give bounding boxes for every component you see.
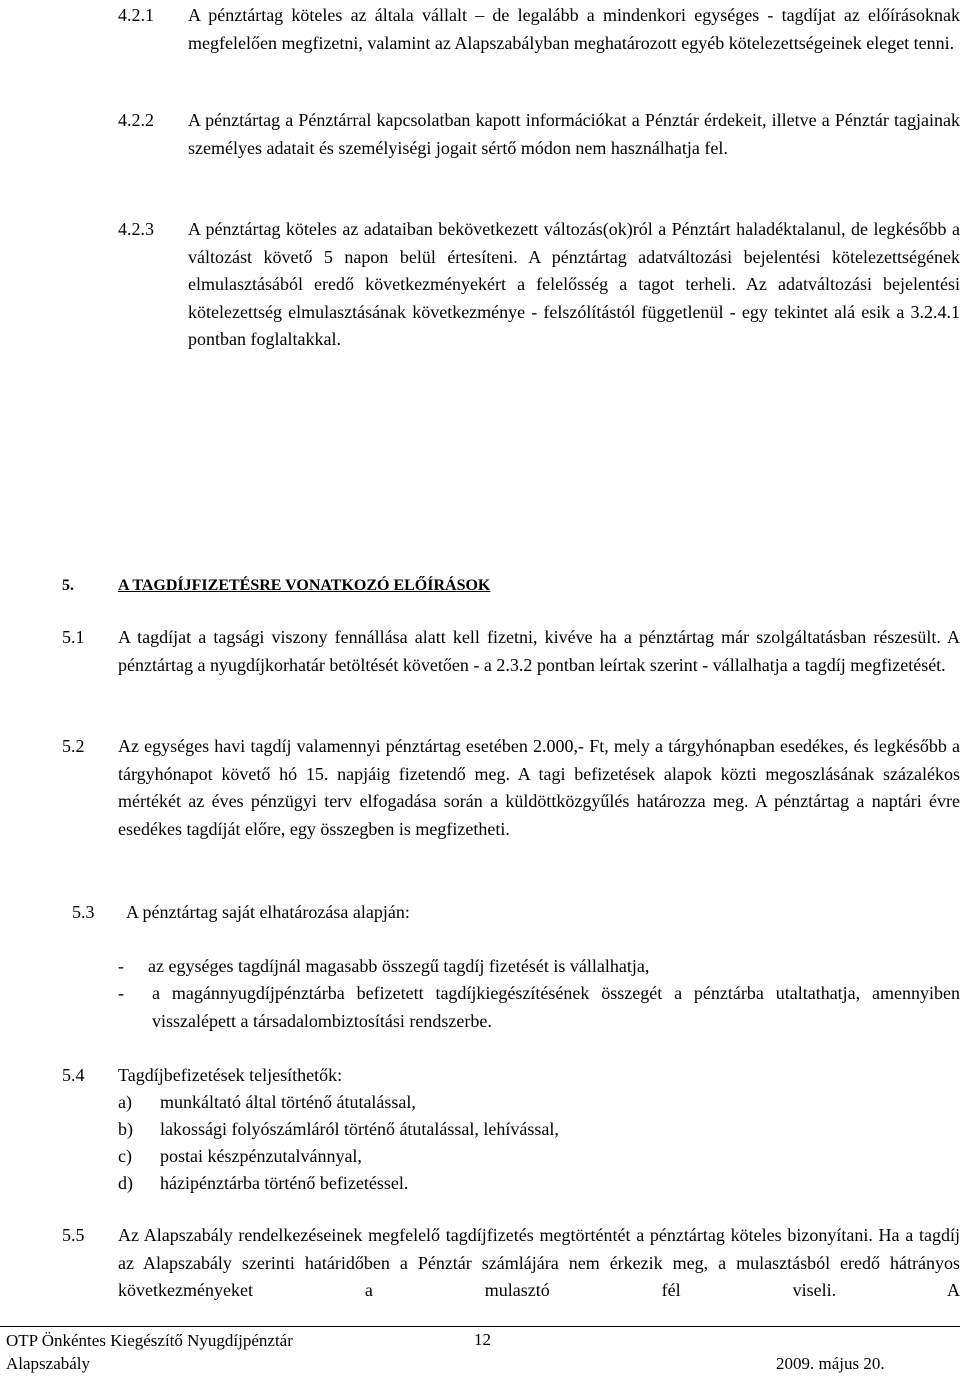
page-number: 12 [474,1330,491,1349]
section-text: Az Alapszabály rendelkezéseinek megfelelő tagdíjfizetés megtörténtét a pénztártag köteles bizonyítani. Ha a tagdíj az Alapszabály szerinti határidőben a Pénztár számlájára nem érkezik meg, a mulasztásból eredő hátrányos következményeket a mulasztó fél viseli. A [118,1225,960,1300]
footer-divider [0,1326,960,1327]
list-dash: - [118,956,124,976]
section-text: A pénztártag saját elhatározása alapján: [126,902,410,922]
list-item: postai készpénzutalvánnyal, [160,1146,362,1166]
section-number: 4.2.1 [118,5,154,25]
list-letter: a) [118,1092,132,1112]
footer-doc: Alapszabály [6,1354,91,1373]
section-text: Az egységes havi tagdíj valamennyi pénztártag esetében 2.000,- Ft, mely a tárgyhónapban esedékes, és legkésőbb a tárgyhónapot követő hó 15. napjáig fizetendő meg. A tagi befizetések alapok közti megoszlásának százalékos mértékét az éves pénzügyi terv elfogadása során a küldöttközgyűlés határozza meg. A pénztártag a naptári évre esedékes tagdíját előre, egy összegben is megfizetheti. [118,736,960,839]
section-number: 5.1 [62,627,85,647]
list-item: munkáltató által történő átutalással, [160,1092,416,1112]
section-number: 5.2 [62,736,85,756]
section-number: 5.4 [62,1065,85,1085]
list-item: házipénztárba történő befizetéssel. [160,1173,409,1193]
section-text: A pénztártag köteles az általa vállalt – de legalább a mindenkori egységes - tagdíjat az előírásoknak megfelelően megfizetni, valamint az Alapszabályban meghatározott egyéb kötelezettségeinek eleget tenni. [188,5,960,53]
list-item: lakossági folyószámláról történő átutalással, lehívással, [160,1119,559,1139]
footer-org: OTP Önkéntes Kiegészítő Nyugdíjpénztár [6,1331,293,1350]
section-number: 4.2.2 [118,110,154,130]
list-item: a magánnyugdíjpénztárba befizetett tagdíjkiegészítésének összegét a pénztárba utaltathatja, amennyiben visszalépett a társadalombiztosítási rendszerbe. [152,983,960,1031]
section-text: Tagdíjbefizetések teljesíthetők: [118,1065,343,1085]
heading-title: A TAGDÍJFIZETÉSRE VONATKOZÓ ELŐÍRÁSOK [118,577,491,594]
list-letter: b) [118,1119,133,1139]
section-text: A pénztártag a Pénztárral kapcsolatban kapott információkat a Pénztár érdekeit, illetve a Pénztár tagjainak személyes adatait és személyiségi jogait sértő módon nem használhatja fel. [188,110,960,158]
section-number: 5.3 [72,902,95,922]
section-number: 4.2.3 [118,219,154,239]
heading-number: 5. [62,577,74,594]
section-text: A pénztártag köteles az adataiban bekövetkezett változás(ok)ról a Pénztárt haladéktalanul, de legkésőbb a változást követő 5 napon belül értesíteni. A pénztártag adatváltozási bejelentési kötelezettségének elmulasztásából eredő következményekért a felelősség a tagot terheli. Az adatváltozási bejelentési kötelezettség elmulasztásának következménye - felszólítástól függetlenül - egy tekintet alá esik a 3.2.4.1 pontban foglaltakkal. [188,219,960,349]
list-letter: d) [118,1173,133,1193]
section-text: A tagdíjat a tagsági viszony fennállása alatt kell fizetni, kivéve ha a pénztártag már szolgáltatásban részesült. A pénztártag a nyugdíjkorhatár betöltését követően - a 2.3.2 pontban leírtak szerint - vállalhatja a tagdíj megfizetését. [118,627,960,675]
footer-date: 2009. május 20. [776,1354,885,1373]
list-dash: - [118,983,124,1003]
section-number: 5.5 [62,1225,85,1245]
list-item: az egységes tagdíjnál magasabb összegű tagdíj fizetését is vállalhatja, [148,956,650,976]
list-letter: c) [118,1146,132,1166]
